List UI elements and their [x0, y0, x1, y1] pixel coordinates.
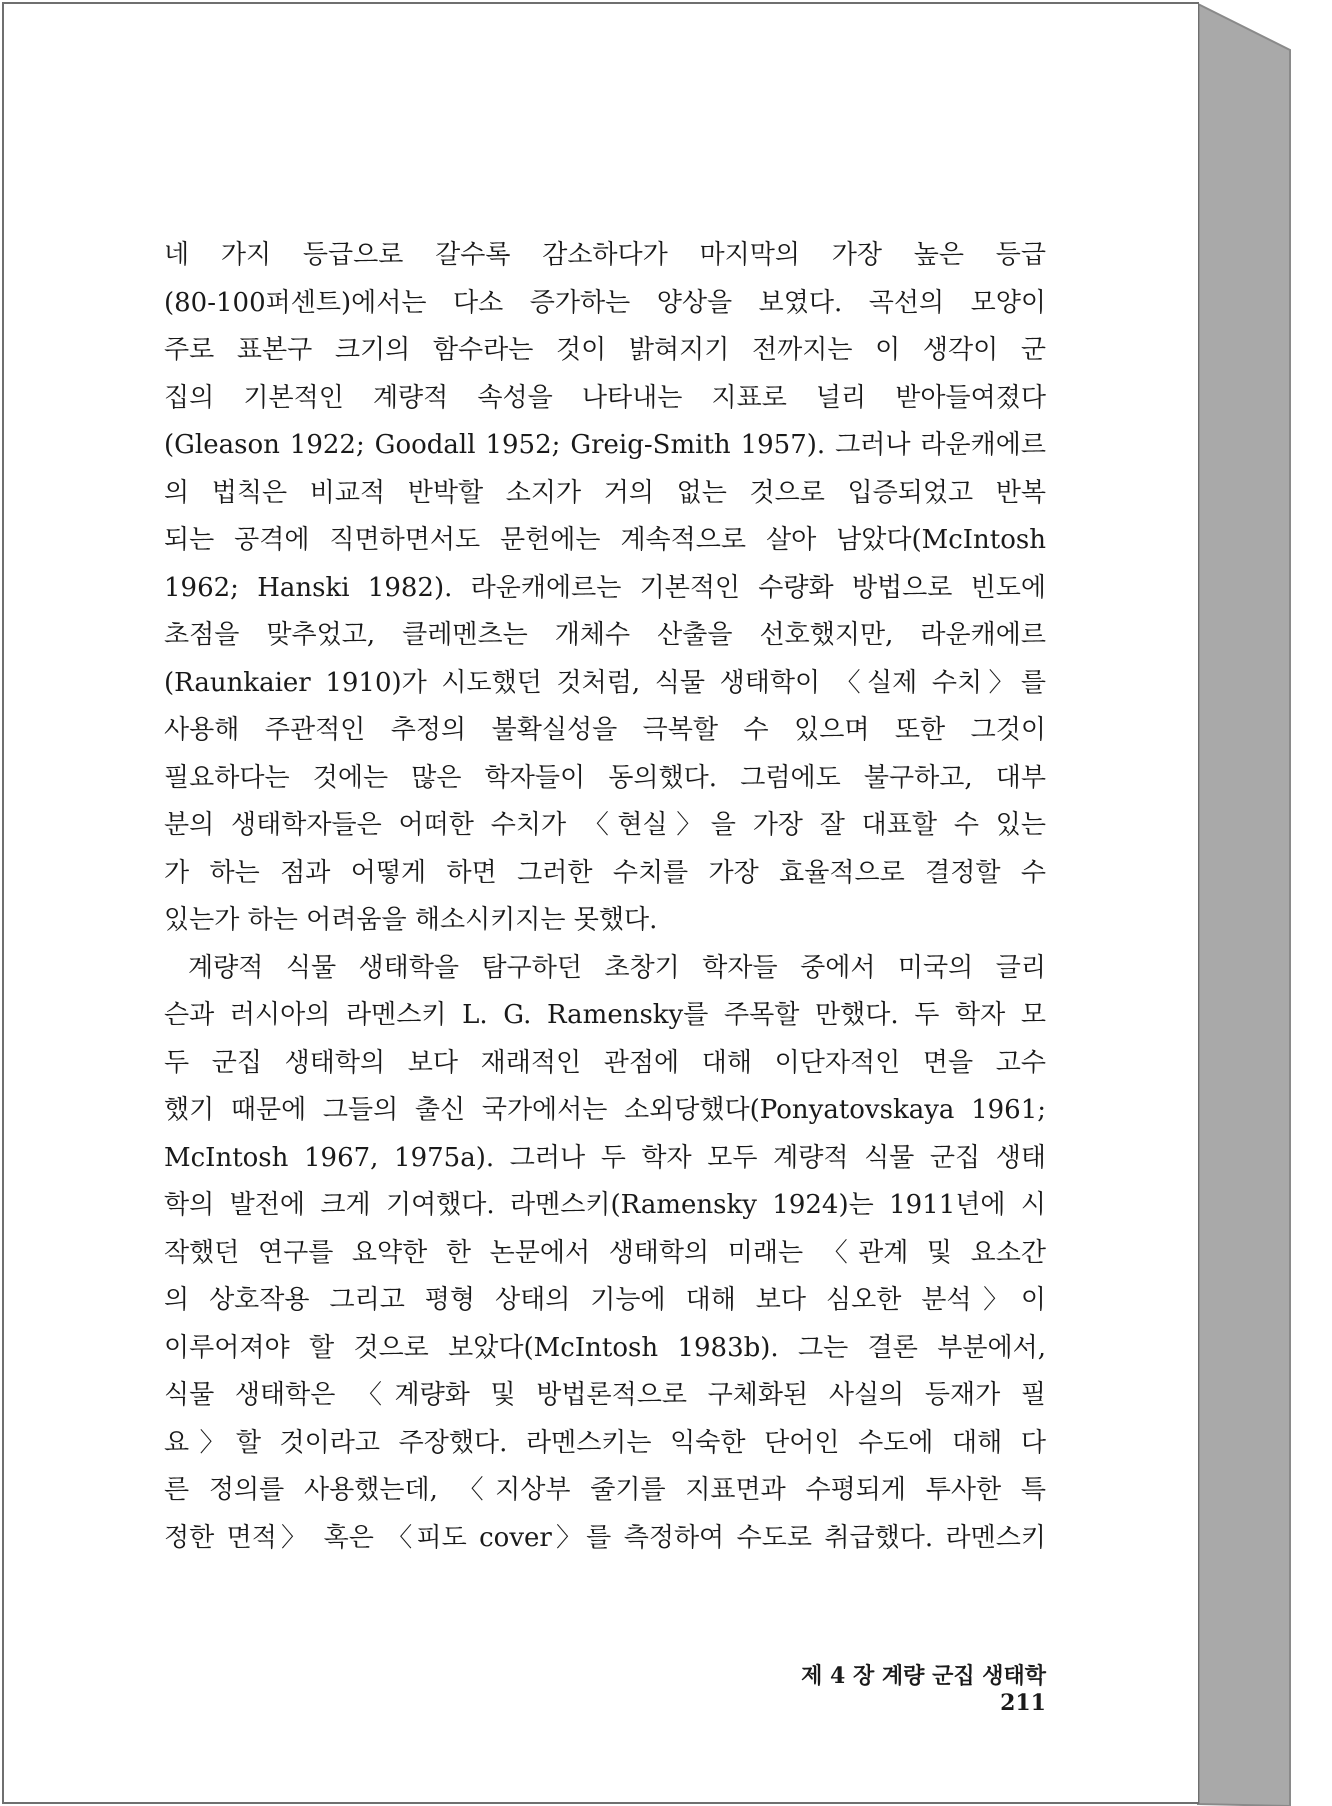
text-line: 집의 기본적인 계량적 속성을 나타내는 지표로 널리 받아들여졌다: [164, 382, 1046, 413]
page-footer: [734, 1659, 1046, 1716]
text-line: 1962; Hanski 1982). 라운캐에르는 기본적인 수량화 방법으로 빈도에: [164, 572, 1046, 603]
text-line: 정한 면적〉 혹은 〈피도 cover〉를 측정하여 수도로 취급했다. 라멘스키: [164, 1522, 1046, 1553]
text-line: 식물 생태학은 〈계량화 및 방법론적으로 구체화된 사실의 등재가 필: [164, 1380, 1046, 1410]
chapter-title: 제 4 장 계량 군집 생태학: [801, 1663, 1046, 1689]
text-line: 했기 때문에 그들의 출신 국가에서는 소외당했다(Ponyatovskaya 1961;: [164, 1095, 1046, 1125]
text-line: 주로 표본구 크기의 함수라는 것이 밝혀지기 전까지는 이 생각이 군: [164, 335, 1046, 365]
book-page: [4, 4, 1198, 1802]
text-line: 의 상호작용 그리고 평형 상태의 기능에 대해 보다 심오한 분석〉이: [164, 1285, 1046, 1315]
text-line: 의 법칙은 비교적 반박할 소지가 거의 없는 것으로 입증되었고 반복: [164, 477, 1046, 508]
text-line: (80-100퍼센트)에서는 다소 증가하는 양상을 보였다. 곡선의 모양이: [164, 287, 1046, 318]
text-line: 작했던 연구를 요약한 한 논문에서 생태학의 미래는 〈관계 및 요소간: [164, 1237, 1046, 1268]
text-line: 른 정의를 사용했는데, 〈지상부 줄기를 지표면과 수평되게 투사한 특: [164, 1475, 1046, 1505]
text-line: 계량적 식물 생태학을 탐구하던 초창기 학자들 중에서 미국의 글리: [188, 952, 1046, 983]
text-line: (Gleason 1922; Goodall 1952; Greig-Smith 1957). 그러나 라운캐에르: [164, 430, 1046, 460]
text-line: McIntosh 1967, 1975a). 그러나 두 학자 모두 계량적 식물 군집 생태: [164, 1142, 1046, 1173]
text-line: 분의 생태학자들은 어떠한 수치가 〈현실〉을 가장 잘 대표할 수 있는: [164, 810, 1046, 840]
text-line: (Raunkaier 1910)가 시도했던 것처럼, 식물 생태학이 〈실제 수치〉를: [164, 667, 1046, 698]
body-text: [164, 232, 1046, 1562]
text-line: 사용해 주관적인 추정의 불확실성을 극복할 수 있으며 또한 그것이: [164, 715, 1046, 745]
page-number: 211: [1000, 1690, 1046, 1716]
text-line: 이루어져야 할 것으로 보았다(McIntosh 1983b). 그는 결론 부분에서,: [164, 1332, 1046, 1363]
text-line: 요〉할 것이라고 주장했다. 라멘스키는 익숙한 단어인 수도에 대해 다: [164, 1427, 1046, 1458]
text-line: 가 하는 점과 어떻게 하면 그러한 수치를 가장 효율적으로 결정할 수: [164, 857, 1046, 888]
text-line: 되는 공격에 직면하면서도 문헌에는 계속적으로 살아 남았다(McIntosh: [164, 525, 1046, 555]
text-line: 두 군집 생태학의 보다 재래적인 관점에 대해 이단자적인 면을 고수: [164, 1047, 1046, 1078]
text-line: 네 가지 등급으로 갈수록 감소하다가 마지막의 가장 높은 등급: [164, 240, 1046, 270]
text-line: 학의 발전에 크게 기여했다. 라멘스키(Ramensky 1924)는 1911년에 시: [164, 1190, 1046, 1220]
text-line: 있는가 하는 어려움을 해소시키지는 못했다.: [164, 905, 658, 935]
text-line: 슨과 러시아의 라멘스키 L. G. Ramensky를 주목할 만했다. 두 학자 모: [164, 1000, 1046, 1030]
text-line: 필요하다는 것에는 많은 학자들이 동의했다. 그럼에도 불구하고, 대부: [164, 762, 1046, 793]
text-line: 초점을 맞추었고, 클레멘츠는 개체수 산출을 선호했지만, 라운캐에르: [164, 620, 1046, 650]
